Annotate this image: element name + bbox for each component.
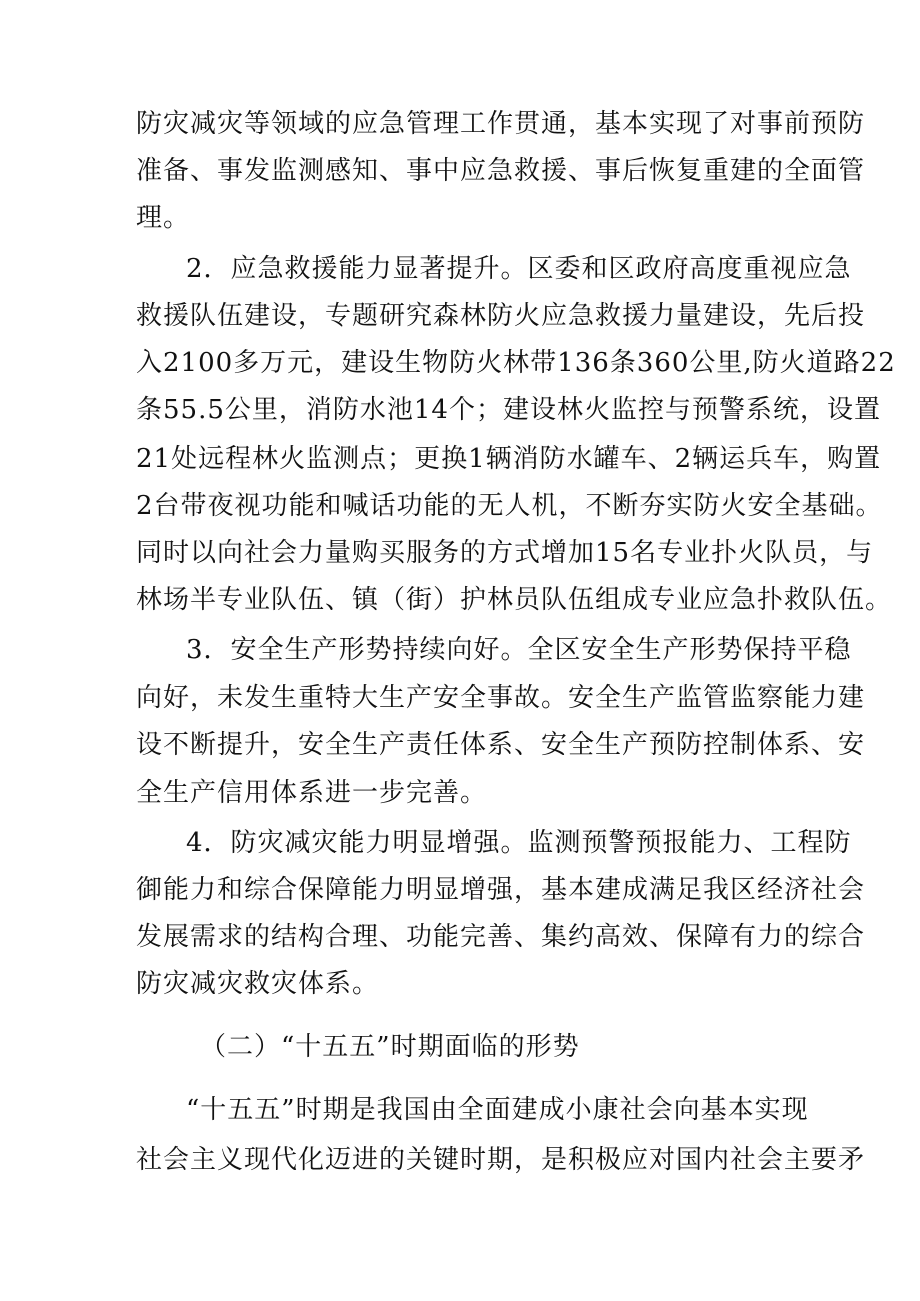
paragraph-line: 发展需求的结构合理、功能完善、集约高效、保障有力的综合	[136, 922, 866, 952]
paragraph-line: 防灾减灾等领域的应急管理工作贯通，基本实现了对事前预防	[136, 109, 866, 139]
paragraph-line: 救援队伍建设，专题研究森林防火应急救援力量建设，先后投	[136, 301, 866, 331]
paragraph-line: 向好，未发生重特大生产安全事故。安全生产监管监察能力建	[136, 683, 866, 713]
section-heading-line: 4．防灾减灾能力明显增强。监测预警预报能力、工程防	[186, 828, 852, 858]
subsection-title: （二）“十五五”时期面临的形势	[200, 1032, 580, 1062]
paragraph-line: 社会主义现代化迈进的关键时期，是积极应对国内社会主要矛	[136, 1145, 866, 1175]
paragraph-line: 21处远程林火监测点；更换1辆消防水罐车、2辆运兵车，购置	[136, 444, 882, 474]
paragraph-line: 入2100多万元，建设生物防火林带136条360公里,防火道路22	[136, 348, 896, 378]
section-heading-line: 2．应急救援能力显著提升。区委和区政府高度重视应急	[186, 254, 852, 284]
paragraph-line: “十五五”时期是我国由全面建成小康社会向基本实现	[186, 1095, 809, 1125]
section-heading-line: 3．安全生产形势持续向好。全区安全生产形势保持平稳	[186, 635, 852, 665]
paragraph-line: 全生产信用体系进一步完善。	[136, 778, 488, 808]
paragraph-line: 防灾减灾救灾体系。	[136, 969, 380, 999]
paragraph-line: 同时以向社会力量购买服务的方式增加15名专业扑火队员，与	[136, 538, 874, 568]
paragraph-line: 理。	[136, 203, 191, 233]
paragraph-line: 林场半专业队伍、镇（街）护林员队伍组成专业应急扑救队伍。	[136, 585, 893, 615]
paragraph-line: 准备、事发监测感知、事中应急救援、事后恢复重建的全面管	[136, 156, 866, 186]
paragraph-line: 2台带夜视功能和喊话功能的无人机，不断夯实防火安全基础。	[136, 491, 883, 521]
paragraph-line: 御能力和综合保障能力明显增强，基本建成满足我区经济社会	[136, 875, 866, 905]
paragraph-line: 条55.5公里，消防水池14个；建设林火监控与预警系统，设置	[136, 395, 881, 425]
paragraph-line: 设不断提升，安全生产责任体系、安全生产预防控制体系、安	[136, 730, 866, 760]
